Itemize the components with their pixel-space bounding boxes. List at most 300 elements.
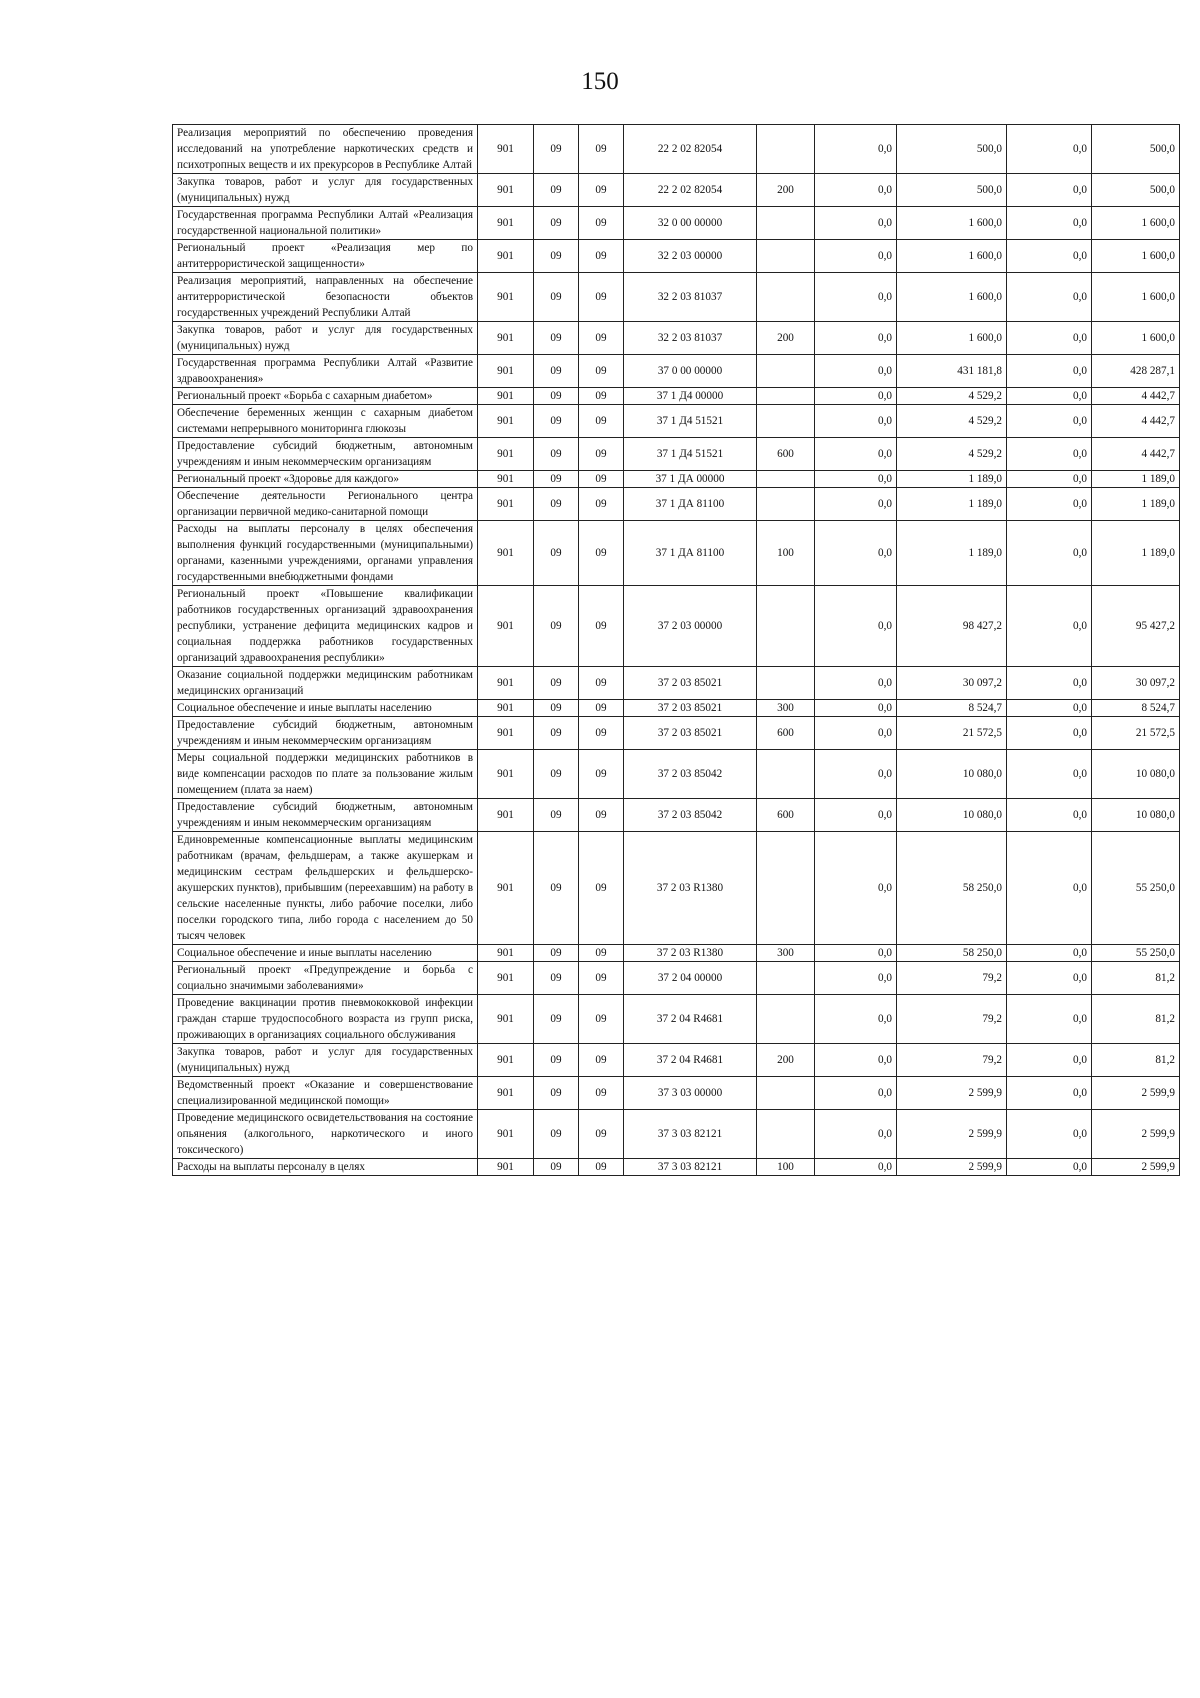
subsection-cell: 09 xyxy=(579,273,624,322)
grbs-cell: 901 xyxy=(478,962,534,995)
expense-type-cell: 100 xyxy=(757,1159,815,1176)
expense-type-cell: 300 xyxy=(757,700,815,717)
row-name-cell: Предоставление субсидий бюджетным, автономным учреждениям и иным некоммерческим организациям xyxy=(173,438,478,471)
amount-3-cell: 0,0 xyxy=(1007,488,1092,521)
amount-4-cell: 8 524,7 xyxy=(1092,700,1180,717)
amount-2-cell: 1 189,0 xyxy=(897,471,1007,488)
amount-2-cell: 79,2 xyxy=(897,995,1007,1044)
expense-type-cell: 200 xyxy=(757,174,815,207)
grbs-cell: 901 xyxy=(478,799,534,832)
row-name-cell: Закупка товаров, работ и услуг для государственных (муниципальных) нужд xyxy=(173,1044,478,1077)
row-name-cell: Расходы на выплаты персоналу в целях xyxy=(173,1159,478,1176)
subsection-cell: 09 xyxy=(579,750,624,799)
row-name-cell: Меры социальной поддержки медицинских работников в виде компенсации расходов по плате за пользование жилым помещением (плата за наем) xyxy=(173,750,478,799)
amount-3-cell: 0,0 xyxy=(1007,471,1092,488)
section-cell: 09 xyxy=(534,322,579,355)
target-article-cell: 37 2 03 00000 xyxy=(624,586,757,667)
row-name-cell: Социальное обеспечение и иные выплаты населению xyxy=(173,700,478,717)
expense-type-cell: 100 xyxy=(757,521,815,586)
section-cell: 09 xyxy=(534,1159,579,1176)
amount-2-cell: 2 599,9 xyxy=(897,1110,1007,1159)
expense-type-cell xyxy=(757,1110,815,1159)
section-cell: 09 xyxy=(534,717,579,750)
amount-3-cell: 0,0 xyxy=(1007,388,1092,405)
amount-4-cell: 1 600,0 xyxy=(1092,322,1180,355)
section-cell: 09 xyxy=(534,355,579,388)
amount-4-cell: 1 189,0 xyxy=(1092,488,1180,521)
subsection-cell: 09 xyxy=(579,995,624,1044)
amount-1-cell: 0,0 xyxy=(815,1044,897,1077)
amount-1-cell: 0,0 xyxy=(815,405,897,438)
amount-4-cell: 1 189,0 xyxy=(1092,471,1180,488)
amount-4-cell: 55 250,0 xyxy=(1092,945,1180,962)
amount-3-cell: 0,0 xyxy=(1007,273,1092,322)
amount-3-cell: 0,0 xyxy=(1007,832,1092,945)
budget-table xyxy=(172,124,1180,1176)
subsection-cell: 09 xyxy=(579,322,624,355)
grbs-cell: 901 xyxy=(478,1159,534,1176)
expense-type-cell xyxy=(757,125,815,174)
expense-type-cell: 300 xyxy=(757,945,815,962)
expense-type-cell: 600 xyxy=(757,438,815,471)
target-article-cell: 37 2 04 R4681 xyxy=(624,995,757,1044)
row-name-cell: Проведение вакцинации против пневмококковой инфекции граждан старше трудоспособного возраста из групп риска, проживающих в организациях социального обслуживания xyxy=(173,995,478,1044)
amount-3-cell: 0,0 xyxy=(1007,240,1092,273)
target-article-cell: 32 2 03 00000 xyxy=(624,240,757,273)
row-name-cell: Предоставление субсидий бюджетным, автономным учреждениям и иным некоммерческим организациям xyxy=(173,799,478,832)
amount-4-cell: 500,0 xyxy=(1092,174,1180,207)
target-article-cell: 37 2 03 R1380 xyxy=(624,832,757,945)
amount-4-cell: 1 189,0 xyxy=(1092,521,1180,586)
amount-1-cell: 0,0 xyxy=(815,521,897,586)
table-row xyxy=(173,700,1180,717)
amount-2-cell: 431 181,8 xyxy=(897,355,1007,388)
amount-2-cell: 79,2 xyxy=(897,1044,1007,1077)
subsection-cell: 09 xyxy=(579,207,624,240)
row-name-cell: Предоставление субсидий бюджетным, автономным учреждениям и иным некоммерческим организациям xyxy=(173,717,478,750)
section-cell: 09 xyxy=(534,962,579,995)
amount-4-cell: 1 600,0 xyxy=(1092,207,1180,240)
target-article-cell: 22 2 02 82054 xyxy=(624,174,757,207)
amount-2-cell: 4 529,2 xyxy=(897,438,1007,471)
section-cell: 09 xyxy=(534,1077,579,1110)
amount-1-cell: 0,0 xyxy=(815,995,897,1044)
subsection-cell: 09 xyxy=(579,700,624,717)
grbs-cell: 901 xyxy=(478,700,534,717)
section-cell: 09 xyxy=(534,521,579,586)
section-cell: 09 xyxy=(534,832,579,945)
amount-1-cell: 0,0 xyxy=(815,471,897,488)
expense-type-cell xyxy=(757,207,815,240)
amount-1-cell: 0,0 xyxy=(815,207,897,240)
grbs-cell: 901 xyxy=(478,240,534,273)
target-article-cell: 32 2 03 81037 xyxy=(624,273,757,322)
amount-4-cell: 21 572,5 xyxy=(1092,717,1180,750)
amount-2-cell: 79,2 xyxy=(897,962,1007,995)
amount-3-cell: 0,0 xyxy=(1007,322,1092,355)
amount-4-cell: 30 097,2 xyxy=(1092,667,1180,700)
subsection-cell: 09 xyxy=(579,388,624,405)
amount-1-cell: 0,0 xyxy=(815,717,897,750)
table-row xyxy=(173,174,1180,207)
subsection-cell: 09 xyxy=(579,832,624,945)
subsection-cell: 09 xyxy=(579,945,624,962)
expense-type-cell xyxy=(757,962,815,995)
target-article-cell: 37 2 04 R4681 xyxy=(624,1044,757,1077)
amount-4-cell: 95 427,2 xyxy=(1092,586,1180,667)
amount-3-cell: 0,0 xyxy=(1007,1159,1092,1176)
section-cell: 09 xyxy=(534,1110,579,1159)
amount-1-cell: 0,0 xyxy=(815,586,897,667)
table-row xyxy=(173,355,1180,388)
subsection-cell: 09 xyxy=(579,1110,624,1159)
subsection-cell: 09 xyxy=(579,438,624,471)
target-article-cell: 37 0 00 00000 xyxy=(624,355,757,388)
amount-2-cell: 58 250,0 xyxy=(897,832,1007,945)
amount-3-cell: 0,0 xyxy=(1007,750,1092,799)
subsection-cell: 09 xyxy=(579,125,624,174)
amount-2-cell: 2 599,9 xyxy=(897,1077,1007,1110)
amount-3-cell: 0,0 xyxy=(1007,717,1092,750)
target-article-cell: 37 1 Д4 51521 xyxy=(624,438,757,471)
table-row xyxy=(173,945,1180,962)
table-row xyxy=(173,1044,1180,1077)
amount-3-cell: 0,0 xyxy=(1007,207,1092,240)
amount-2-cell: 1 600,0 xyxy=(897,207,1007,240)
section-cell: 09 xyxy=(534,125,579,174)
row-name-cell: Закупка товаров, работ и услуг для государственных (муниципальных) нужд xyxy=(173,322,478,355)
amount-3-cell: 0,0 xyxy=(1007,700,1092,717)
amount-3-cell: 0,0 xyxy=(1007,995,1092,1044)
table-row xyxy=(173,488,1180,521)
amount-4-cell: 2 599,9 xyxy=(1092,1110,1180,1159)
subsection-cell: 09 xyxy=(579,586,624,667)
expense-type-cell xyxy=(757,488,815,521)
amount-2-cell: 1 189,0 xyxy=(897,521,1007,586)
amount-4-cell: 1 600,0 xyxy=(1092,240,1180,273)
section-cell: 09 xyxy=(534,995,579,1044)
amount-1-cell: 0,0 xyxy=(815,700,897,717)
table-row xyxy=(173,388,1180,405)
amount-2-cell: 21 572,5 xyxy=(897,717,1007,750)
amount-4-cell: 10 080,0 xyxy=(1092,799,1180,832)
grbs-cell: 901 xyxy=(478,667,534,700)
table-row xyxy=(173,207,1180,240)
amount-1-cell: 0,0 xyxy=(815,388,897,405)
grbs-cell: 901 xyxy=(478,273,534,322)
expense-type-cell xyxy=(757,273,815,322)
amount-2-cell: 58 250,0 xyxy=(897,945,1007,962)
table-row xyxy=(173,273,1180,322)
section-cell: 09 xyxy=(534,1044,579,1077)
amount-2-cell: 2 599,9 xyxy=(897,1159,1007,1176)
row-name-cell: Региональный проект «Здоровье для каждого» xyxy=(173,471,478,488)
amount-3-cell: 0,0 xyxy=(1007,667,1092,700)
grbs-cell: 901 xyxy=(478,995,534,1044)
target-article-cell: 37 2 03 85042 xyxy=(624,799,757,832)
row-name-cell: Региональный проект «Предупреждение и борьба с социально значимыми заболеваниями» xyxy=(173,962,478,995)
table-row xyxy=(173,667,1180,700)
amount-4-cell: 81,2 xyxy=(1092,962,1180,995)
amount-3-cell: 0,0 xyxy=(1007,174,1092,207)
expense-type-cell: 200 xyxy=(757,322,815,355)
expense-type-cell xyxy=(757,832,815,945)
subsection-cell: 09 xyxy=(579,1159,624,1176)
amount-3-cell: 0,0 xyxy=(1007,1077,1092,1110)
amount-3-cell: 0,0 xyxy=(1007,355,1092,388)
expense-type-cell xyxy=(757,1077,815,1110)
amount-2-cell: 98 427,2 xyxy=(897,586,1007,667)
expense-type-cell xyxy=(757,471,815,488)
section-cell: 09 xyxy=(534,438,579,471)
target-article-cell: 37 1 Д4 51521 xyxy=(624,405,757,438)
expense-type-cell: 200 xyxy=(757,1044,815,1077)
table-row xyxy=(173,1077,1180,1110)
row-name-cell: Единовременные компенсационные выплаты медицинским работникам (врачам, фельдшерам, а также акушеркам и медицинским сестрам фельдшерских и фельдшерско-акушерских пунктов), прибывшим (переехавшим) на работу в сельские населенные пункты, либо рабочие поселки, либо поселки городского типа, либо города с населением до 50 тысяч человек xyxy=(173,832,478,945)
table-row xyxy=(173,521,1180,586)
row-name-cell: Региональный проект «Борьба с сахарным диабетом» xyxy=(173,388,478,405)
section-cell: 09 xyxy=(534,207,579,240)
grbs-cell: 901 xyxy=(478,945,534,962)
amount-1-cell: 0,0 xyxy=(815,273,897,322)
amount-4-cell: 2 599,9 xyxy=(1092,1077,1180,1110)
expense-type-cell: 600 xyxy=(757,799,815,832)
amount-3-cell: 0,0 xyxy=(1007,1110,1092,1159)
row-name-cell: Закупка товаров, работ и услуг для государственных (муниципальных) нужд xyxy=(173,174,478,207)
grbs-cell: 901 xyxy=(478,1077,534,1110)
subsection-cell: 09 xyxy=(579,521,624,586)
amount-3-cell: 0,0 xyxy=(1007,1044,1092,1077)
section-cell: 09 xyxy=(534,700,579,717)
grbs-cell: 901 xyxy=(478,586,534,667)
grbs-cell: 901 xyxy=(478,471,534,488)
table-row xyxy=(173,405,1180,438)
expense-type-cell: 600 xyxy=(757,717,815,750)
row-name-cell: Региональный проект «Повышение квалификации работников государственных организаций здравоохранения республики, устранение дефицита медицинских кадров и социальная поддержка работников государственных организаций здравоохранения республики» xyxy=(173,586,478,667)
amount-2-cell: 4 529,2 xyxy=(897,405,1007,438)
amount-1-cell: 0,0 xyxy=(815,488,897,521)
section-cell: 09 xyxy=(534,471,579,488)
amount-3-cell: 0,0 xyxy=(1007,405,1092,438)
amount-4-cell: 10 080,0 xyxy=(1092,750,1180,799)
amount-3-cell: 0,0 xyxy=(1007,962,1092,995)
table-row xyxy=(173,322,1180,355)
amount-2-cell: 10 080,0 xyxy=(897,750,1007,799)
subsection-cell: 09 xyxy=(579,174,624,207)
amount-1-cell: 0,0 xyxy=(815,438,897,471)
section-cell: 09 xyxy=(534,945,579,962)
row-name-cell: Обеспечение деятельности Регионального центра организации первичной медико-санитарной помощи xyxy=(173,488,478,521)
grbs-cell: 901 xyxy=(478,717,534,750)
row-name-cell: Ведомственный проект «Оказание и совершенствование специализированной медицинской помощи» xyxy=(173,1077,478,1110)
amount-1-cell: 0,0 xyxy=(815,322,897,355)
amount-2-cell: 4 529,2 xyxy=(897,388,1007,405)
target-article-cell: 37 3 03 82121 xyxy=(624,1110,757,1159)
grbs-cell: 901 xyxy=(478,388,534,405)
row-name-cell: Расходы на выплаты персоналу в целях обеспечения выполнения функций государственными (муниципальными) органами, казенными учреждениями, органами управления государственными внебюджетными фондами xyxy=(173,521,478,586)
grbs-cell: 901 xyxy=(478,521,534,586)
amount-3-cell: 0,0 xyxy=(1007,125,1092,174)
row-name-cell: Государственная программа Республики Алтай «Реализация государственной национальной политики» xyxy=(173,207,478,240)
row-name-cell: Государственная программа Республики Алтай «Развитие здравоохранения» xyxy=(173,355,478,388)
section-cell: 09 xyxy=(534,174,579,207)
section-cell: 09 xyxy=(534,799,579,832)
row-name-cell: Региональный проект «Реализация мер по антитеррористической защищенности» xyxy=(173,240,478,273)
row-name-cell: Проведение медицинского освидетельствования на состояние опьянения (алкогольного, наркотического и иного токсического) xyxy=(173,1110,478,1159)
subsection-cell: 09 xyxy=(579,667,624,700)
amount-1-cell: 0,0 xyxy=(815,125,897,174)
amount-4-cell: 428 287,1 xyxy=(1092,355,1180,388)
target-article-cell: 22 2 02 82054 xyxy=(624,125,757,174)
row-name-cell: Реализация мероприятий по обеспечению проведения исследований на употребление наркотических средств и психотропных веществ и их прекурсоров в Республике Алтай xyxy=(173,125,478,174)
target-article-cell: 37 2 03 R1380 xyxy=(624,945,757,962)
subsection-cell: 09 xyxy=(579,355,624,388)
amount-1-cell: 0,0 xyxy=(815,945,897,962)
row-name-cell: Обеспечение беременных женщин с сахарным диабетом системами непрерывного мониторинга глюкозы xyxy=(173,405,478,438)
amount-4-cell: 4 442,7 xyxy=(1092,405,1180,438)
subsection-cell: 09 xyxy=(579,405,624,438)
table-row xyxy=(173,995,1180,1044)
table-row xyxy=(173,1110,1180,1159)
amount-4-cell: 500,0 xyxy=(1092,125,1180,174)
amount-4-cell: 81,2 xyxy=(1092,995,1180,1044)
table-row xyxy=(173,471,1180,488)
amount-1-cell: 0,0 xyxy=(815,750,897,799)
amount-3-cell: 0,0 xyxy=(1007,521,1092,586)
amount-2-cell: 1 600,0 xyxy=(897,240,1007,273)
section-cell: 09 xyxy=(534,586,579,667)
amount-1-cell: 0,0 xyxy=(815,962,897,995)
table-row xyxy=(173,240,1180,273)
amount-3-cell: 0,0 xyxy=(1007,945,1092,962)
amount-1-cell: 0,0 xyxy=(815,799,897,832)
amount-2-cell: 500,0 xyxy=(897,174,1007,207)
amount-4-cell: 55 250,0 xyxy=(1092,832,1180,945)
section-cell: 09 xyxy=(534,240,579,273)
table-row xyxy=(173,1159,1180,1176)
row-name-cell: Реализация мероприятий, направленных на обеспечение антитеррористической безопасности объектов государственных учреждений Республики Алтай xyxy=(173,273,478,322)
target-article-cell: 32 2 03 81037 xyxy=(624,322,757,355)
amount-4-cell: 1 600,0 xyxy=(1092,273,1180,322)
expense-type-cell xyxy=(757,355,815,388)
section-cell: 09 xyxy=(534,388,579,405)
grbs-cell: 901 xyxy=(478,488,534,521)
section-cell: 09 xyxy=(534,405,579,438)
amount-2-cell: 30 097,2 xyxy=(897,667,1007,700)
amount-1-cell: 0,0 xyxy=(815,832,897,945)
table-row xyxy=(173,586,1180,667)
amount-4-cell: 2 599,9 xyxy=(1092,1159,1180,1176)
target-article-cell: 37 3 03 82121 xyxy=(624,1159,757,1176)
grbs-cell: 901 xyxy=(478,1044,534,1077)
grbs-cell: 901 xyxy=(478,125,534,174)
amount-1-cell: 0,0 xyxy=(815,1159,897,1176)
target-article-cell: 37 2 03 85021 xyxy=(624,700,757,717)
target-article-cell: 37 1 ДА 81100 xyxy=(624,521,757,586)
table-row xyxy=(173,438,1180,471)
grbs-cell: 901 xyxy=(478,832,534,945)
amount-4-cell: 4 442,7 xyxy=(1092,438,1180,471)
grbs-cell: 901 xyxy=(478,322,534,355)
row-name-cell: Социальное обеспечение и иные выплаты населению xyxy=(173,945,478,962)
subsection-cell: 09 xyxy=(579,799,624,832)
amount-2-cell: 500,0 xyxy=(897,125,1007,174)
section-cell: 09 xyxy=(534,667,579,700)
amount-1-cell: 0,0 xyxy=(815,174,897,207)
subsection-cell: 09 xyxy=(579,240,624,273)
grbs-cell: 901 xyxy=(478,355,534,388)
target-article-cell: 37 1 ДА 00000 xyxy=(624,471,757,488)
amount-3-cell: 0,0 xyxy=(1007,586,1092,667)
expense-type-cell xyxy=(757,405,815,438)
amount-4-cell: 81,2 xyxy=(1092,1044,1180,1077)
subsection-cell: 09 xyxy=(579,717,624,750)
section-cell: 09 xyxy=(534,750,579,799)
expense-type-cell xyxy=(757,240,815,273)
expense-type-cell xyxy=(757,586,815,667)
target-article-cell: 37 1 ДА 81100 xyxy=(624,488,757,521)
expense-type-cell xyxy=(757,667,815,700)
table-row xyxy=(173,125,1180,174)
amount-1-cell: 0,0 xyxy=(815,355,897,388)
section-cell: 09 xyxy=(534,488,579,521)
subsection-cell: 09 xyxy=(579,471,624,488)
subsection-cell: 09 xyxy=(579,962,624,995)
amount-2-cell: 1 189,0 xyxy=(897,488,1007,521)
amount-2-cell: 1 600,0 xyxy=(897,322,1007,355)
amount-3-cell: 0,0 xyxy=(1007,438,1092,471)
target-article-cell: 37 2 03 85021 xyxy=(624,667,757,700)
amount-3-cell: 0,0 xyxy=(1007,799,1092,832)
amount-2-cell: 10 080,0 xyxy=(897,799,1007,832)
target-article-cell: 37 2 03 85021 xyxy=(624,717,757,750)
subsection-cell: 09 xyxy=(579,1077,624,1110)
subsection-cell: 09 xyxy=(579,1044,624,1077)
amount-1-cell: 0,0 xyxy=(815,667,897,700)
row-name-cell: Оказание социальной поддержки медицинским работникам медицинских организаций xyxy=(173,667,478,700)
target-article-cell: 37 3 03 00000 xyxy=(624,1077,757,1110)
grbs-cell: 901 xyxy=(478,405,534,438)
expense-type-cell xyxy=(757,388,815,405)
table-row xyxy=(173,832,1180,945)
grbs-cell: 901 xyxy=(478,438,534,471)
subsection-cell: 09 xyxy=(579,488,624,521)
amount-4-cell: 4 442,7 xyxy=(1092,388,1180,405)
table-row xyxy=(173,750,1180,799)
target-article-cell: 37 2 03 85042 xyxy=(624,750,757,799)
budget-table-body xyxy=(173,125,1180,1176)
target-article-cell: 32 0 00 00000 xyxy=(624,207,757,240)
page-number: 150 xyxy=(581,68,619,95)
grbs-cell: 901 xyxy=(478,207,534,240)
table-row xyxy=(173,962,1180,995)
table-row xyxy=(173,799,1180,832)
amount-1-cell: 0,0 xyxy=(815,1077,897,1110)
section-cell: 09 xyxy=(534,273,579,322)
grbs-cell: 901 xyxy=(478,1110,534,1159)
amount-1-cell: 0,0 xyxy=(815,240,897,273)
expense-type-cell xyxy=(757,995,815,1044)
amount-2-cell: 1 600,0 xyxy=(897,273,1007,322)
amount-1-cell: 0,0 xyxy=(815,1110,897,1159)
grbs-cell: 901 xyxy=(478,174,534,207)
expense-type-cell xyxy=(757,750,815,799)
table-row xyxy=(173,717,1180,750)
amount-2-cell: 8 524,7 xyxy=(897,700,1007,717)
target-article-cell: 37 1 Д4 00000 xyxy=(624,388,757,405)
grbs-cell: 901 xyxy=(478,750,534,799)
target-article-cell: 37 2 04 00000 xyxy=(624,962,757,995)
